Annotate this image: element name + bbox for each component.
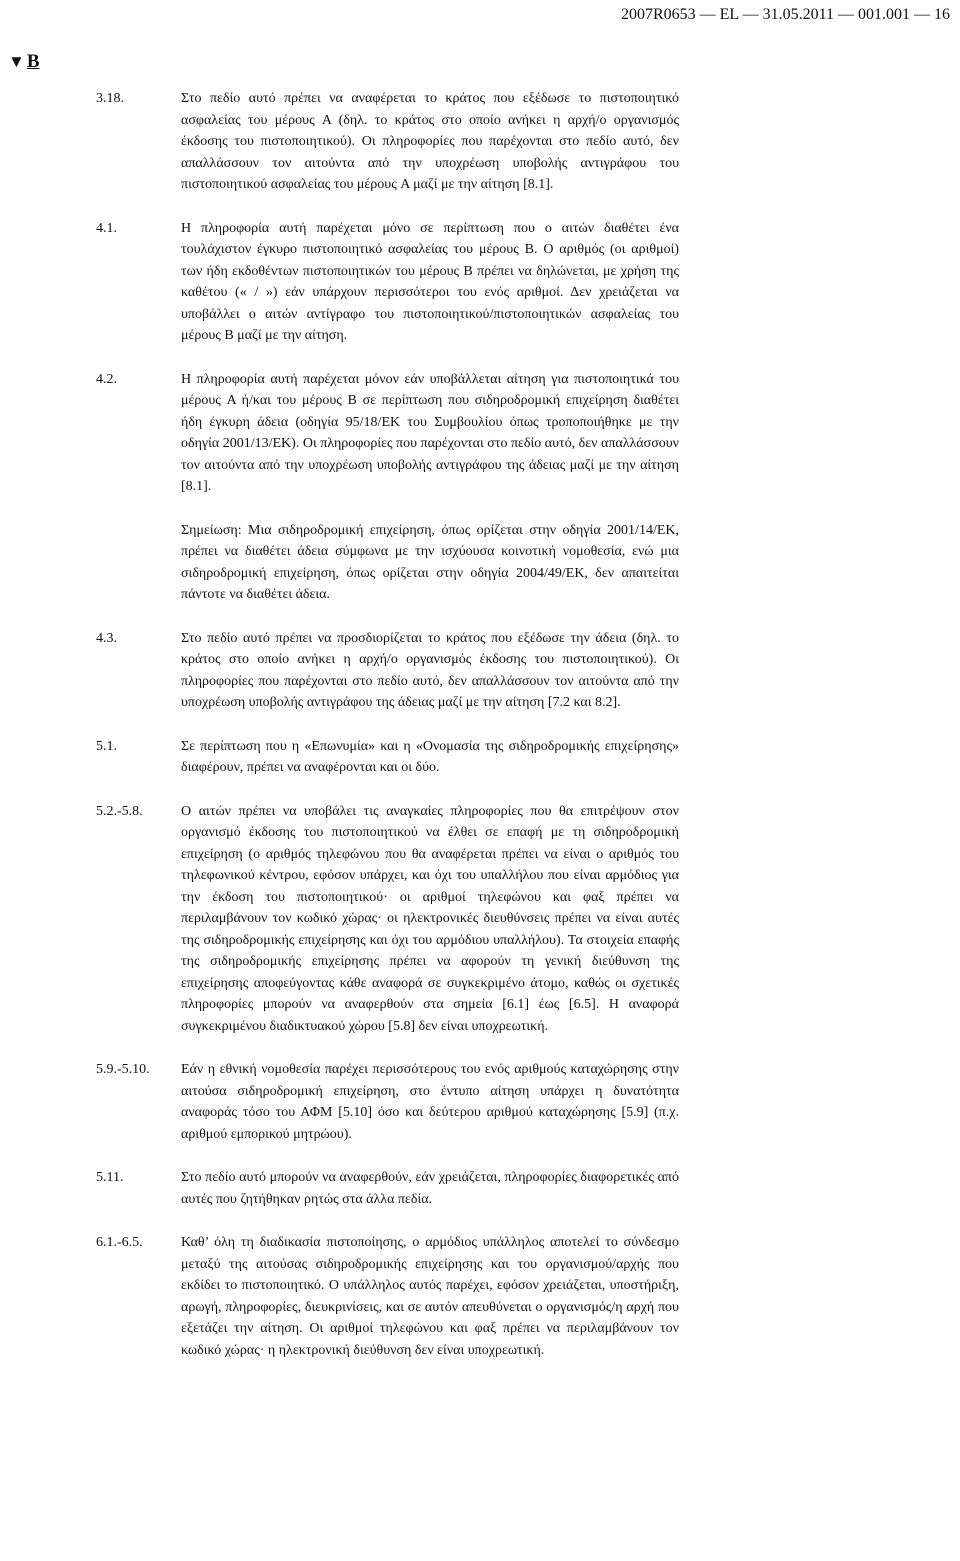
item-number: 5.2.-5.8. xyxy=(96,803,143,819)
document-header: 2007R0653 — EL — 31.05.2011 — 001.001 — 16 xyxy=(620,6,950,23)
note-paragraph: Σημείωση: Μια σιδηροδρομική επιχείρηση, όπως ορίζεται στην οδηγία 2001/14/ΕΚ, πρέπει να διαθέτει άδεια σύμφωνα με την ισχύουσα κοινοτική νομοθεσία, ενώ μια σιδηροδρομική επιχείρηση, όπως ορίζεται στην οδηγία 2004/49/ΕΚ, δεν απαιτείται πάντοτε να διαθέτει άδεια. xyxy=(181,522,679,602)
item-number: 4.2. xyxy=(96,371,117,387)
item-text: Στο πεδίο αυτό πρέπει να προσδιορίζεται το κράτος που εξέδωσε την άδεια (δηλ. το κράτος στο οποίο ανήκει η αρχή/ο οργανισμός έκδοσης του πιστοποιητικού). Οι πληροφορίες που παρέχονται στο πεδίο αυτό, δεν απαλλάσσουν τον αιτούντα από την υποχρέωση υποβολής αντιγράφου της άδειας μαζί με την αίτηση [7.2 και 8.2]. xyxy=(181,630,679,710)
item-text: Στο πεδίο αυτό μπορούν να αναφερθούν, εάν χρειάζεται, πληροφορίες διαφορετικές από αυτές που ζητήθηκαν ρητώς στα άλλα πεδία. xyxy=(181,1170,679,1207)
list-item xyxy=(0,369,960,498)
list-item xyxy=(0,218,960,347)
list-item xyxy=(0,88,960,196)
amendment-marker xyxy=(8,51,40,73)
item-text: Ο αιτών πρέπει να υποβάλει τις αναγκαίες πληροφορίες που θα επιτρέψουν στον οργανισμό έκδοσης του πιστοποιητικού να έλθει σε επαφή με τη σιδηροδρομική επιχείρηση (ο αριθμός τηλεφώνου που θα αναφέρεται πρέπει να είναι ο αριθμός του τηλεφωνικού κέντρου, εφόσον υπάρχει, και όχι του υπαλλήλου που είναι αρμόδιος για την έκδοση του πιστοποιητικού· οι αριθμοί τηλεφώνου και φαξ πρέπει να περιλαμβάνουν τον κωδικό χώρας· οι ηλεκτρονικές διευθύνσεις πρέπει να είναι αυτές της σιδηροδρομικής επιχείρησης και όχι του αρμόδιου υπαλλήλου). Τα στοιχεία επαφής της σιδηροδρομικής επιχείρησης πρέπει να αφορούν τη γενική διεύθυνση της επιχείρησης αποφεύγοντας κάθε αναφορά σε συγκεκριμένο άτομο, καθώς οι σχετικές πληροφορίες μπορούν να αναφερθούν στα σημεία [6.1] έως [6.5]. Η αναφορά συγκεκριμένου διαδικτυακού χώρου [5.8] δεν είναι υποχρεωτική. xyxy=(181,803,679,1034)
list-item xyxy=(0,1232,960,1361)
list-item xyxy=(0,1167,960,1210)
triangle-down-icon: ▼ xyxy=(8,52,25,71)
item-number: 4.1. xyxy=(96,220,117,236)
item-number: 5.1. xyxy=(96,738,117,754)
item-text: Η πληροφορία αυτή παρέχεται μόνον εάν υποβάλλεται αίτηση για πιστοποιητικά του μέρους A ή/και του μέρους B σε περίπτωση που σιδηροδρομική επιχείρηση διαθέτει ήδη έγκυρη άδεια (οδηγία 95/18/ΕΚ του Συμβουλίου όπως τροποποιήθηκε με την οδηγία 2001/13/ΕΚ). Οι πληροφορίες που παρέχονται στο πεδίο αυτό, δεν απαλλάσσουν τον αιτούντα από την υποχρέωση υποβολής αντιγράφου της άδειας μαζί με την αίτηση [8.1]. xyxy=(181,371,679,494)
item-text: Καθ’ όλη τη διαδικασία πιστοποίησης, ο αρμόδιος υπάλληλος αποτελεί το σύνδεσμο μεταξύ της αιτούσας σιδηροδρομικής επιχείρησης και του οργανισμού/αρχής που εκδίδει το πιστοποιητικό. Ο υπάλληλος αυτός παρέχει, εφόσον χρειάζεται, υποστήριξη, αρωγή, πληροφορίες, διευκρινίσεις, και σε αυτόν απευθύνεται ο οργανισμός/η αρχή που εξετάζει την αίτηση. Οι αριθμοί τηλεφώνου και φαξ πρέπει να περιλαμβάνουν τον κωδικό χώρας· η ηλεκτρονική διεύθυνση δεν είναι υποχρεωτική. xyxy=(181,1235,679,1358)
item-number: 6.1.-6.5. xyxy=(96,1235,143,1250)
item-number: 4.3. xyxy=(96,630,117,646)
item-text: Η πληροφορία αυτή παρέχεται μόνο σε περίπτωση που ο αιτών διαθέτει ένα τουλάχιστον έγκυρο πιστοποιητικό ασφαλείας του μέρους B. Ο αριθμός (οι αριθμοί) των ήδη εκδοθέντων πιστοποιητικών του μέρους B πρέπει να δηλώνεται, με χρήση της καθέτου (« / ») εάν υπάρχουν περισσότεροι του ενός αριθμοί. Δεν χρειάζεται να υποβάλλει ο αιτών αντίγραφο του πιστοποιητικού/πιστοποιητικών ασφαλείας του μέρους B μαζί με την αίτηση. xyxy=(181,220,679,343)
amendment-letter: B xyxy=(26,51,40,72)
list-item xyxy=(0,736,960,779)
list-item xyxy=(0,628,960,714)
item-number: 3.18. xyxy=(96,91,124,106)
item-text: Σε περίπτωση που η «Επωνυμία» και η «Ονομασία της σιδηροδρομικής επιχείρησης» διαφέρουν, πρέπει να αναφέρονται και οι δύο. xyxy=(181,738,679,775)
item-text: Εάν η εθνική νομοθεσία παρέχει περισσότερους του ενός αριθμούς καταχώρησης στην αιτούσα σιδηροδρομική επιχείρηση, στο έντυπο αίτηση υπάρχει η δυνατότητα αναφοράς τόσο του ΑΦΜ [5.10] όσο και δεύτερου αριθμού καταχώρησης [5.9] (π.χ. αριθμού εμπορικού μητρώου). xyxy=(181,1062,679,1142)
item-number: 5.9.-5.10. xyxy=(96,1062,150,1077)
document-body xyxy=(0,88,960,1383)
item-number: 5.11. xyxy=(96,1170,124,1185)
list-item xyxy=(0,801,960,1038)
list-item xyxy=(0,1059,960,1145)
item-text: Στο πεδίο αυτό πρέπει να αναφέρεται το κράτος που εξέδωσε το πιστοποιητικό ασφαλείας του μέρους A (δηλ. το κράτος στο οποίο ανήκει η αρχή/ο οργανισμός έκδοσης του πιστοποιητικού). Οι πληροφορίες που παρέχονται στο πεδίο αυτό, δεν απαλλάσσουν τον αιτούντα από την υποχρέωση υποβολής αντιγράφου του πιστοποιητικού ασφαλείας του μέρους A μαζί με την αίτηση [8.1]. xyxy=(181,91,679,192)
